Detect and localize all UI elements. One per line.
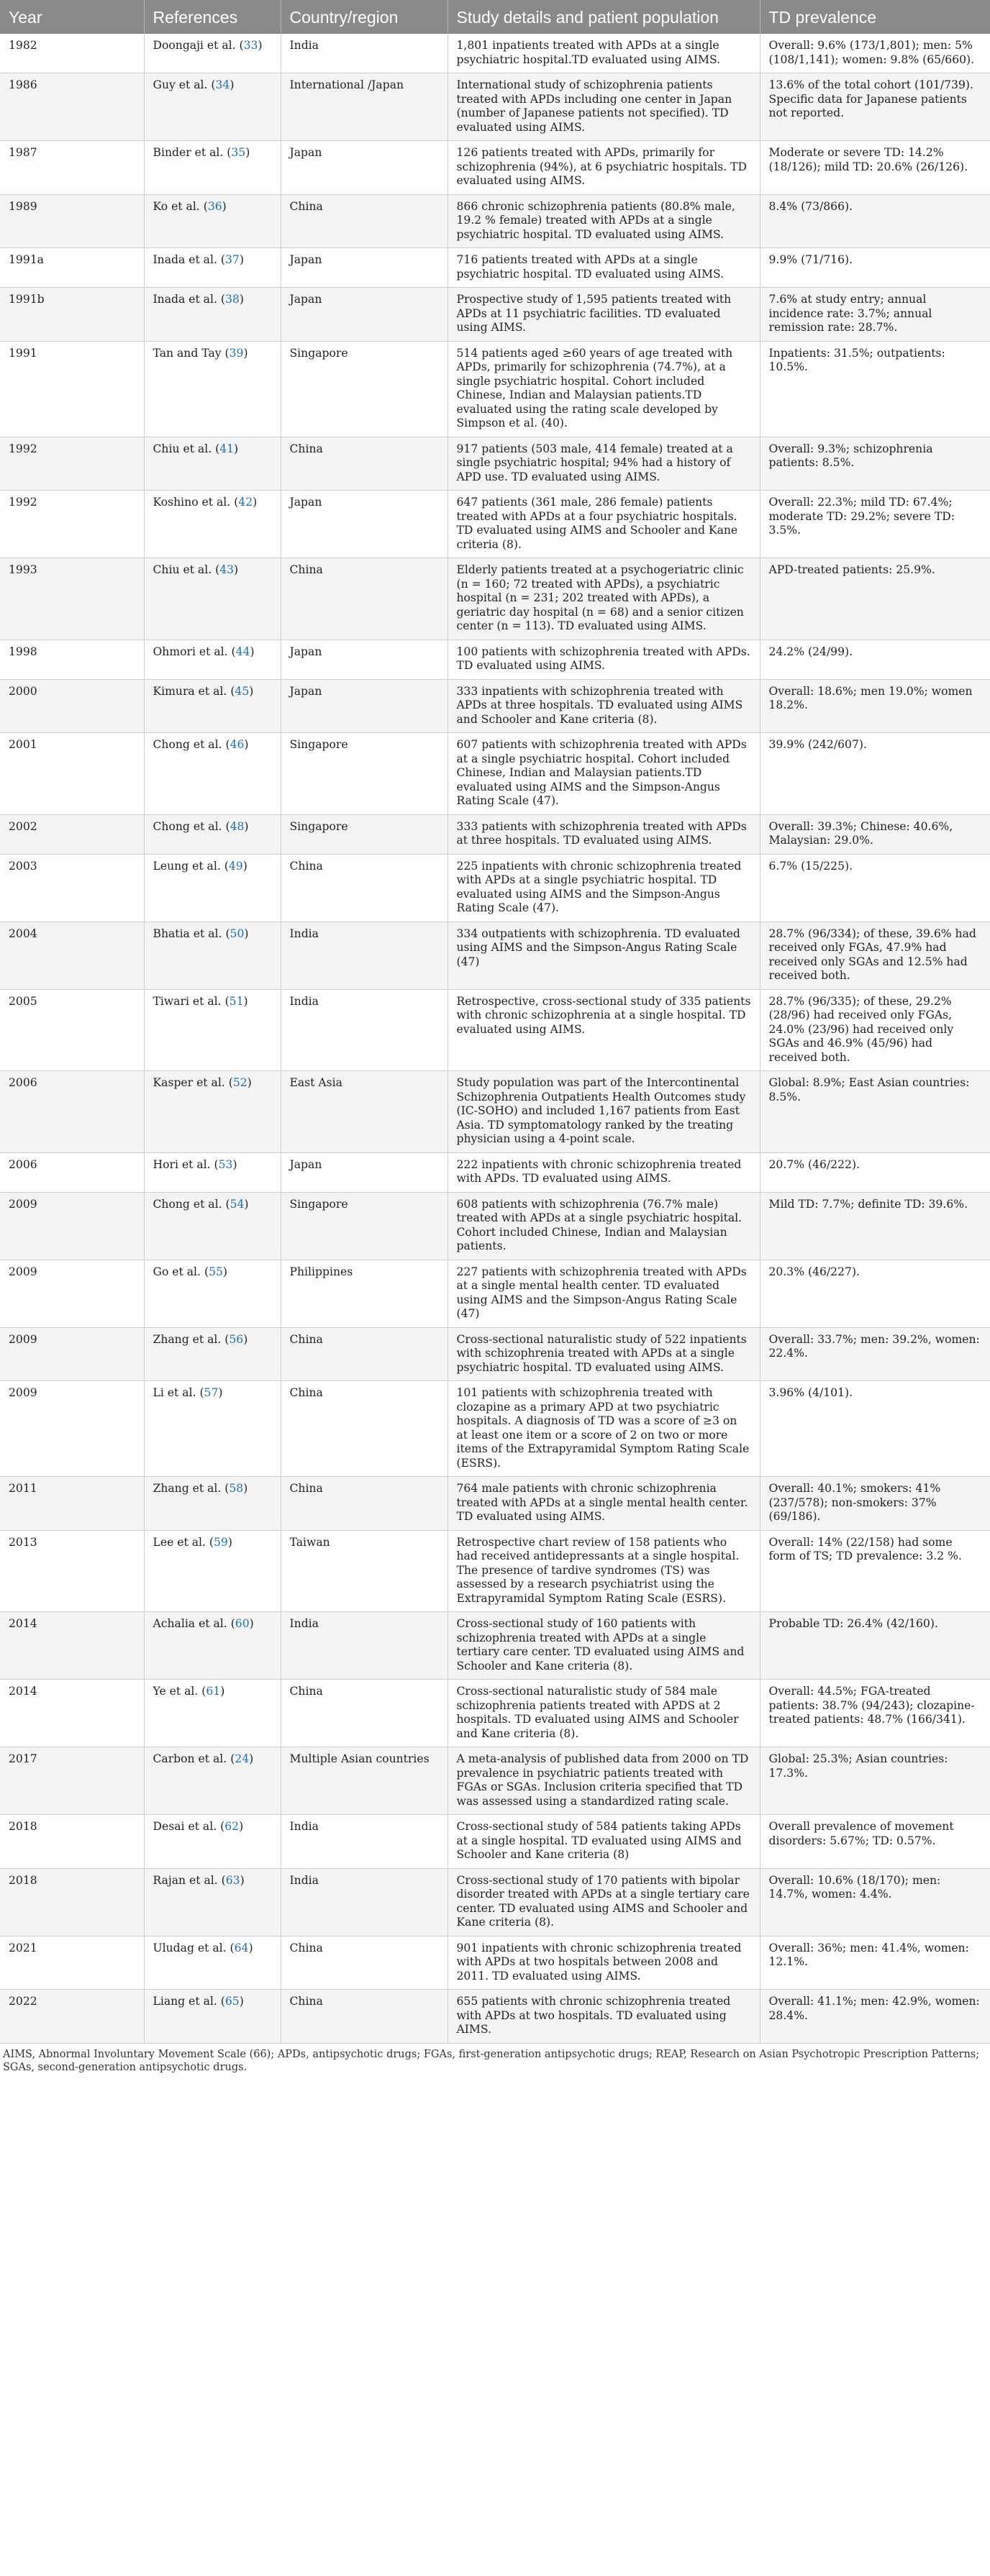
cell-reference (144, 1530, 281, 1612)
cell-country: China (281, 854, 448, 921)
cell-study-details: 764 male patients with chronic schizophrenia treated with APDs at a single mental health center. TD evaluated using AIMS. (448, 1477, 760, 1531)
cell-td-prevalence: Mild TD: 7.7%; definite TD: 39.6%. (760, 1192, 990, 1260)
reference-author: Carbon et al. ( (153, 1752, 235, 1765)
cell-td-prevalence: 28.7% (96/335); of these, 29.2% (28/96) had received only FGAs, 24.0% (23/96) had received only SGAs and 46.9% (45/96) had received both. (760, 989, 990, 1071)
cell-study-details: Cross-sectional naturalistic study of 522 inpatients with schizophrenia treated with APDs at a single psychiatric hospital. TD evaluated using AIMS. (448, 1327, 760, 1381)
reference-link[interactable]: 43 (219, 563, 235, 576)
cell-td-prevalence: Overall: 18.6%; men 19.0%; women 18.2%. (760, 679, 990, 733)
cell-year: 2017 (0, 1747, 144, 1815)
reference-close-paren: ) (218, 1386, 223, 1399)
reference-author: Ko et al. ( (153, 199, 208, 213)
table-row (0, 989, 990, 1071)
cell-td-prevalence: Moderate or severe TD: 14.2% (18/126); mild TD: 20.6% (26/126). (760, 141, 990, 195)
header-references: References (144, 0, 281, 34)
reference-author: Liang et al. ( (153, 1995, 225, 2008)
cell-study-details: 334 outpatients with schizophrenia. TD evaluated using AIMS and the Simpson-Angus Rating Scale (47) (448, 921, 760, 989)
cell-td-prevalence: Overall: 33.7%; men: 39.2%, women: 22.4%. (760, 1327, 990, 1381)
reference-close-paren: ) (249, 684, 254, 698)
table-row (0, 1327, 990, 1381)
reference-link[interactable]: 56 (229, 1332, 244, 1346)
cell-year: 2004 (0, 921, 144, 989)
cell-year: 1991b (0, 288, 144, 342)
cell-country: India (281, 34, 448, 73)
cell-country: Philippines (281, 1260, 448, 1327)
cell-country: Japan (281, 491, 448, 558)
reference-close-paren: ) (239, 1995, 244, 2008)
cell-study-details: 608 patients with schizophrenia (76.7% male) treated with APDs at a single psychiatric hospital. Cohort included Chinese, Indian and Malaysian patients. (448, 1192, 760, 1260)
cell-study-details: 607 patients with schizophrenia treated with APDs at a single psychiatric hospital. Cohort included Chinese, Indian and Malaysian patients.TD evaluated using AIMS and the Simpson-Angus Rating Scale (47). (448, 733, 760, 815)
reference-close-paren: ) (258, 39, 263, 52)
table-row (0, 679, 990, 733)
table-row (0, 1990, 990, 2044)
reference-link[interactable]: 58 (229, 1482, 244, 1495)
cell-td-prevalence: 20.7% (46/222). (760, 1152, 990, 1192)
cell-study-details: 100 patients with schizophrenia treated with APDs. TD evaluated using AIMS. (448, 640, 760, 679)
reference-link[interactable]: 35 (231, 146, 246, 159)
cell-reference (144, 1260, 281, 1327)
reference-author: Chong et al. ( (153, 819, 230, 833)
cell-year: 2009 (0, 1327, 144, 1381)
reference-close-paren: ) (234, 563, 239, 576)
reference-link[interactable]: 36 (207, 199, 222, 213)
table-row (0, 640, 990, 679)
cell-year: 1992 (0, 491, 144, 558)
table-row (0, 1152, 990, 1192)
reference-close-paren: ) (253, 496, 258, 509)
header-study-details: Study details and patient population (448, 0, 760, 34)
cell-td-prevalence: Overall: 36%; men: 41.4%, women: 12.1%. (760, 1936, 990, 1990)
reference-close-paren: ) (222, 199, 227, 213)
reference-author: Desai et al. ( (153, 1820, 225, 1833)
cell-reference (144, 1192, 281, 1260)
cell-study-details: International study of schizophrenia patients treated with APDs including one center in Japan (number of Japanese patients not specified). TD evaluated using AIMS. (448, 73, 760, 141)
cell-study-details: 225 inpatients with chronic schizophrenia treated with APDs at a single psychiatric hospital. TD evaluated using AIMS and the Simpson-Angus Rating Scale (47). (448, 854, 760, 921)
reference-close-paren: ) (243, 346, 248, 360)
cell-study-details: 222 inpatients with chronic schizophrenia treated with APDs. TD evaluated using AIMS. (448, 1152, 760, 1192)
reference-author: Chiu et al. ( (153, 563, 220, 576)
cell-reference (144, 1680, 281, 1747)
cell-year: 1991a (0, 248, 144, 288)
cell-country: Japan (281, 248, 448, 288)
cell-study-details: 101 patients with schizophrenia treated with clozapine as a primary APD at two psychiatric hospitals. A diagnosis of TD was a score of ≥3 on at least one item or a score of 2 on two or more items of the Extrapyramidal Symptom Rating Scale (ESRS). (448, 1381, 760, 1477)
cell-reference (144, 1936, 281, 1990)
table-body (0, 34, 990, 2043)
reference-link[interactable]: 59 (214, 1535, 228, 1549)
cell-country: China (281, 1936, 448, 1990)
reference-close-paren: ) (249, 1617, 254, 1630)
cell-td-prevalence: 6.7% (15/225). (760, 854, 990, 921)
cell-td-prevalence: Global: 25.3%; Asian countries: 17.3%. (760, 1747, 990, 1815)
reference-author: Leung et al. ( (153, 859, 229, 873)
reference-author: Chong et al. ( (153, 1197, 230, 1211)
cell-td-prevalence: Global: 8.9%; East Asian countries: 8.5%. (760, 1071, 990, 1153)
reference-link[interactable]: 48 (230, 819, 245, 833)
cell-reference (144, 288, 281, 342)
reference-close-paren: ) (244, 927, 249, 940)
cell-country: Japan (281, 679, 448, 733)
cell-reference (144, 437, 281, 491)
table-row (0, 34, 990, 73)
cell-reference (144, 1071, 281, 1153)
table-row (0, 288, 990, 342)
reference-author: Zhang et al. ( (153, 1482, 230, 1495)
reference-author: Inada et al. ( (153, 253, 225, 266)
reference-close-paren: ) (227, 1535, 232, 1549)
cell-country: Singapore (281, 814, 448, 854)
cell-reference (144, 1381, 281, 1477)
reference-author: Tan and Tay ( (153, 346, 230, 360)
cell-reference (144, 558, 281, 640)
table-row (0, 733, 990, 815)
cell-study-details: Retrospective, cross-sectional study of 335 patients with chronic schizophrenia at a single hospital. TD evaluated using AIMS. (448, 989, 760, 1071)
cell-year: 2018 (0, 1815, 144, 1869)
cell-country: Singapore (281, 341, 448, 437)
cell-td-prevalence: Overall prevalence of movement disorders: 5.67%; TD: 0.57%. (760, 1815, 990, 1869)
table-row (0, 1936, 990, 1990)
cell-country: China (281, 1680, 448, 1747)
cell-country: China (281, 1990, 448, 2044)
table-footnote: AIMS, Abnormal Involuntary Movement Scale (66); APDs, antipsychotic drugs; FGAs, first-generation antipsychotic drugs; REAP, Research on Asian Psychotropic Prescription Patterns; SGAs, second-generation antipsychotic drugs. (3, 2048, 980, 2073)
reference-link[interactable]: 49 (228, 859, 243, 873)
cell-reference (144, 679, 281, 733)
reference-close-paren: ) (244, 1197, 249, 1211)
cell-year: 1991 (0, 341, 144, 437)
cell-reference (144, 854, 281, 921)
cell-td-prevalence: Overall: 41.1%; men: 42.9%, women: 28.4%. (760, 1990, 990, 2044)
cell-reference (144, 1477, 281, 1531)
cell-td-prevalence: Overall: 44.5%; FGA-treated patients: 38.7% (94/243); clozapine-treated patients: 48.7% (166/341). (760, 1680, 990, 1747)
cell-study-details: 227 patients with schizophrenia treated with APDs at a single mental health center. TD evaluated using AIMS and the Simpson-Angus Rating Scale (47) (448, 1260, 760, 1327)
cell-reference (144, 1815, 281, 1869)
cell-country: Multiple Asian countries (281, 1747, 448, 1815)
reference-close-paren: ) (247, 1076, 252, 1089)
cell-td-prevalence: Overall: 14% (22/158) had some form of TS; TD prevalence: 3.2 %. (760, 1530, 990, 1612)
cell-year: 1989 (0, 194, 144, 248)
reference-link[interactable]: 44 (235, 645, 250, 658)
reference-link[interactable]: 34 (215, 78, 230, 91)
cell-country: Japan (281, 1152, 448, 1192)
cell-reference (144, 1327, 281, 1381)
reference-author: Binder et al. ( (153, 146, 232, 159)
cell-reference (144, 1152, 281, 1192)
table-row (0, 1680, 990, 1747)
cell-year: 2013 (0, 1530, 144, 1612)
reference-link[interactable]: 46 (230, 738, 245, 751)
cell-year: 2006 (0, 1071, 144, 1153)
reference-author: Tiwari et al. ( (153, 994, 230, 1008)
cell-td-prevalence: 3.96% (4/101). (760, 1381, 990, 1477)
cell-td-prevalence: 8.4% (73/866). (760, 194, 990, 248)
reference-link[interactable]: 39 (229, 346, 244, 360)
reference-author: Chong et al. ( (153, 738, 230, 751)
cell-year: 2022 (0, 1990, 144, 2044)
cell-td-prevalence: Overall: 22.3%; mild TD: 67.4%; moderate TD: 29.2%; severe TD: 3.5%. (760, 491, 990, 558)
cell-reference (144, 989, 281, 1071)
cell-study-details: 901 inpatients with chronic schizophrenia treated with APDs at two hospitals between 2008 and 2011. TD evaluated using AIMS. (448, 1936, 760, 1990)
cell-country: Japan (281, 640, 448, 679)
header-td-prevalence: TD prevalence (760, 0, 990, 34)
cell-year: 2009 (0, 1260, 144, 1327)
reference-link[interactable]: 63 (225, 1873, 240, 1887)
cell-country: East Asia (281, 1071, 448, 1153)
cell-study-details: 333 inpatients with schizophrenia treated with APDs at three hospitals. TD evaluated using AIMS and Schooler and Kane criteria (8). (448, 679, 760, 733)
cell-reference (144, 921, 281, 989)
cell-reference (144, 1990, 281, 2044)
reference-author: Guy et al. ( (153, 78, 216, 91)
table-row (0, 1477, 990, 1531)
reference-link[interactable]: 50 (230, 927, 245, 940)
reference-link[interactable]: 61 (206, 1685, 221, 1698)
cell-study-details: Study population was part of the Intercontinental Schizophrenia Outpatients Health Outcomes study (IC-SOHO) and included 1,167 patients from East Asia. TD symptomatology ranked by the treating physician using a 4-point scale. (448, 1071, 760, 1153)
cell-country: India (281, 989, 448, 1071)
reference-author: Ohmori et al. ( (153, 645, 236, 658)
cell-study-details: 647 patients (361 male, 286 female) patients treated with APDs at a four psychiatric hospitals. TD evaluated using AIMS and Schooler and Kane criteria (8). (448, 491, 760, 558)
cell-year: 1998 (0, 640, 144, 679)
reference-close-paren: ) (232, 1157, 237, 1171)
reference-author: Bhatia et al. ( (153, 927, 230, 940)
reference-author: Chiu et al. ( (153, 442, 220, 455)
cell-year: 2011 (0, 1477, 144, 1531)
reference-author: Hori et al. ( (153, 1157, 219, 1171)
cell-study-details: 1,801 inpatients treated with APDs at a single psychiatric hospital.TD evaluated using AIMS. (448, 34, 760, 73)
reference-link[interactable]: 57 (204, 1386, 219, 1399)
reference-author: Uludag et al. ( (153, 1941, 235, 1954)
cell-year: 2001 (0, 733, 144, 815)
cell-country: Japan (281, 288, 448, 342)
cell-study-details: 333 patients with schizophrenia treated with APDs at three hospitals. TD evaluated using AIMS. (448, 814, 760, 854)
reference-close-paren: ) (250, 645, 255, 658)
table-row (0, 1612, 990, 1680)
cell-year: 1987 (0, 141, 144, 195)
reference-author: Doongaji et al. ( (153, 39, 244, 52)
cell-reference (144, 814, 281, 854)
table-row (0, 491, 990, 558)
cell-year: 2021 (0, 1936, 144, 1990)
cell-year: 2009 (0, 1381, 144, 1477)
cell-year: 2003 (0, 854, 144, 921)
cell-reference (144, 341, 281, 437)
table-row (0, 437, 990, 491)
cell-td-prevalence: 7.6% at study entry; annual incidence rate: 3.7%; annual remission rate: 28.7%. (760, 288, 990, 342)
cell-year: 2018 (0, 1868, 144, 1936)
cell-reference (144, 491, 281, 558)
cell-reference (144, 248, 281, 288)
reference-close-paren: ) (244, 738, 249, 751)
reference-link[interactable]: 42 (238, 496, 253, 509)
reference-author: Lee et al. ( (153, 1535, 214, 1549)
cell-country: International /Japan (281, 73, 448, 141)
reference-close-paren: ) (220, 1685, 225, 1698)
cell-year: 2009 (0, 1192, 144, 1260)
cell-year: 2006 (0, 1152, 144, 1192)
cell-reference (144, 141, 281, 195)
table-row (0, 1381, 990, 1477)
cell-td-prevalence: 24.2% (24/99). (760, 640, 990, 679)
table-row (0, 1192, 990, 1260)
reference-author: Rajan et al. ( (153, 1873, 226, 1887)
cell-reference (144, 194, 281, 248)
table-row (0, 194, 990, 248)
reference-link[interactable]: 37 (224, 253, 240, 266)
cell-country: India (281, 1612, 448, 1680)
cell-td-prevalence: 9.9% (71/716). (760, 248, 990, 288)
cell-study-details: A meta-analysis of published data from 2000 on TD prevalence in psychiatric patients treated with FGAs or SGAs. Inclusion criteria specified that TD was assessed using a standardized rating scale. (448, 1747, 760, 1815)
cell-country: China (281, 1477, 448, 1531)
cell-study-details: Cross-sectional study of 584 patients taking APDs at a single hospital. TD evaluated using AIMS and Schooler and Kane criteria (8) (448, 1815, 760, 1869)
reference-link[interactable]: 65 (224, 1995, 240, 2008)
table-row (0, 1868, 990, 1936)
cell-year: 1992 (0, 437, 144, 491)
cell-country: Singapore (281, 733, 448, 815)
table-row (0, 558, 990, 640)
cell-country: China (281, 1327, 448, 1381)
cell-study-details: 716 patients treated with APDs at a single psychiatric hospital. TD evaluated using AIMS. (448, 248, 760, 288)
reference-close-paren: ) (248, 1941, 253, 1954)
reference-author: Kimura et al. ( (153, 684, 235, 698)
reference-close-paren: ) (239, 253, 244, 266)
cell-year: 2002 (0, 814, 144, 854)
cell-country: China (281, 558, 448, 640)
reference-close-paren: ) (249, 1752, 254, 1765)
cell-country: China (281, 437, 448, 491)
cell-country: India (281, 1815, 448, 1869)
cell-study-details: Prospective study of 1,595 patients treated with APDs at 11 psychiatric facilities. TD evaluated using AIMS. (448, 288, 760, 342)
reference-close-paren: ) (230, 78, 235, 91)
cell-study-details: 917 patients (503 male, 414 female) treated at a single psychiatric hospital; 94% had a history of APD use. TD evaluated using AIMS. (448, 437, 760, 491)
table-row (0, 341, 990, 437)
reference-link[interactable]: 52 (232, 1076, 247, 1089)
reference-close-paren: ) (242, 859, 247, 873)
cell-year: 1993 (0, 558, 144, 640)
reference-author: Koshino et al. ( (153, 496, 239, 509)
cell-study-details: Cross-sectional study of 170 patients with bipolar disorder treated with APDs at a single tertiary care center. TD evaluated using AIMS and Schooler and Kane criteria (8). (448, 1868, 760, 1936)
reference-close-paren: ) (243, 1482, 248, 1495)
cell-country: Taiwan (281, 1530, 448, 1612)
table-header (0, 0, 990, 34)
cell-study-details: Cross-sectional study of 160 patients with schizophrenia treated with APDs at a single tertiary care center. TD evaluated using AIMS and Schooler and Kane criteria (8). (448, 1612, 760, 1680)
cell-td-prevalence: 28.7% (96/334); of these, 39.6% had received only FGAs, 47.9% had received only SGAs and 12.5% had received both. (760, 921, 990, 989)
reference-link[interactable]: 45 (235, 684, 250, 698)
reference-author: Zhang et al. ( (153, 1332, 230, 1346)
table-row (0, 921, 990, 989)
cell-reference (144, 1747, 281, 1815)
table-row (0, 1071, 990, 1153)
reference-author: Inada et al. ( (153, 293, 225, 306)
cell-year: 1986 (0, 73, 144, 141)
reference-close-paren: ) (239, 1820, 244, 1833)
cell-country: China (281, 194, 448, 248)
cell-country: India (281, 1868, 448, 1936)
reference-author: Ye et al. ( (153, 1685, 206, 1698)
reference-link[interactable]: 55 (209, 1265, 223, 1278)
cell-reference (144, 640, 281, 679)
reference-close-paren: ) (234, 442, 239, 455)
table-row (0, 814, 990, 854)
cell-study-details: Retrospective chart review of 158 patients who had received antidepressants at a single hospital. The presence of tardive syndromes (TS) was assessed by a research psychiatrist using the Extrapyramidal Symptom Rating Scale (ESRS). (448, 1530, 760, 1612)
reference-link[interactable]: 51 (229, 994, 244, 1008)
cell-reference (144, 1612, 281, 1680)
reference-close-paren: ) (243, 994, 248, 1008)
table-row (0, 854, 990, 921)
reference-link[interactable]: 38 (224, 293, 240, 306)
cell-reference (144, 733, 281, 815)
reference-link[interactable]: 62 (224, 1820, 240, 1833)
table-row (0, 73, 990, 141)
header-year: Year (0, 0, 144, 34)
reference-link[interactable]: 54 (230, 1197, 245, 1211)
cell-reference (144, 73, 281, 141)
cell-td-prevalence: Overall: 9.6% (173/1,801); men: 5% (108/1,141); women: 9.8% (65/660). (760, 34, 990, 73)
cell-study-details: 514 patients aged ≥60 years of age treated with APDs, primarily for schizophrenia (74.7%), at a single psychiatric hospital. Cohort included Chinese, Indian and Malaysian patients.TD evaluated using the rating scale developed by Simpson et al. (40). (448, 341, 760, 437)
cell-study-details: 126 patients treated with APDs, primarily for schizophrenia (94%), at 6 psychiatric hospitals. TD evaluated using AIMS. (448, 141, 760, 195)
cell-country: India (281, 921, 448, 989)
header-country-region: Country/region (281, 0, 448, 34)
cell-study-details: Cross-sectional naturalistic study of 584 male schizophrenia patients treated with APDS at 2 hospitals. TD evaluated using AIMS and Schooler and Kane criteria (8). (448, 1680, 760, 1747)
reference-close-paren: ) (244, 819, 249, 833)
cell-td-prevalence: Probable TD: 26.4% (42/160). (760, 1612, 990, 1680)
cell-reference (144, 34, 281, 73)
cell-td-prevalence: Inpatients: 31.5%; outpatients: 10.5%. (760, 341, 990, 437)
reference-link[interactable]: 33 (243, 39, 258, 52)
cell-year: 2000 (0, 679, 144, 733)
reference-link[interactable]: 64 (234, 1941, 249, 1954)
cell-td-prevalence: 20.3% (46/227). (760, 1260, 990, 1327)
cell-td-prevalence: 39.9% (242/607). (760, 733, 990, 815)
cell-td-prevalence: Overall: 39.3%; Chinese: 40.6%, Malaysian: 29.0%. (760, 814, 990, 854)
reference-link[interactable]: 24 (235, 1752, 250, 1765)
reference-author: Kasper et al. ( (153, 1076, 233, 1089)
cell-study-details: Elderly patients treated at a psychogeriatric clinic (n = 160; 72 treated with APDs), a psychiatric hospital (n = 231; 202 treated with APDs), a geriatric day hospital (n = 68) and a senior citizen center (n = 113). TD evaluated using AIMS. (448, 558, 760, 640)
table-row (0, 141, 990, 195)
reference-author: Li et al. ( (153, 1386, 204, 1399)
cell-td-prevalence: APD-treated patients: 25.9%. (760, 558, 990, 640)
table-row (0, 248, 990, 288)
reference-author: Go et al. ( (153, 1265, 209, 1278)
reference-close-paren: ) (222, 1265, 227, 1278)
reference-link[interactable]: 53 (218, 1157, 233, 1171)
cell-td-prevalence: Overall: 10.6% (18/170); men: 14.7%, women: 4.4%. (760, 1868, 990, 1936)
table-row (0, 1815, 990, 1869)
reference-link[interactable]: 41 (219, 442, 235, 455)
cell-year: 1982 (0, 34, 144, 73)
reference-close-paren: ) (239, 293, 244, 306)
cell-year: 2014 (0, 1612, 144, 1680)
cell-country: China (281, 1381, 448, 1477)
reference-link[interactable]: 60 (235, 1617, 250, 1630)
cell-study-details: 655 patients with chronic schizophrenia treated with APDs at two hospitals. TD evaluated using AIMS. (448, 1990, 760, 2044)
reference-close-paren: ) (243, 1332, 248, 1346)
table-row (0, 1530, 990, 1612)
cell-year: 2005 (0, 989, 144, 1071)
cell-year: 2014 (0, 1680, 144, 1747)
cell-country: Singapore (281, 1192, 448, 1260)
reference-close-paren: ) (245, 146, 250, 159)
cell-study-details: 866 chronic schizophrenia patients (80.8% male, 19.2 % female) treated with APDs at a single psychiatric hospital. TD evaluated using AIMS. (448, 194, 760, 248)
cell-td-prevalence: Overall: 9.3%; schizophrenia patients: 8.5%. (760, 437, 990, 491)
table-row (0, 1260, 990, 1327)
cell-td-prevalence: Overall: 40.1%; smokers: 41% (237/578); non-smokers: 37% (69/186). (760, 1477, 990, 1531)
reference-author: Achalia et al. ( (153, 1617, 235, 1630)
table-row (0, 1747, 990, 1815)
reference-close-paren: ) (240, 1873, 245, 1887)
cell-reference (144, 1868, 281, 1936)
cell-td-prevalence: 13.6% of the total cohort (101/739). Specific data for Japanese patients not reported. (760, 73, 990, 141)
cell-country: Japan (281, 141, 448, 195)
